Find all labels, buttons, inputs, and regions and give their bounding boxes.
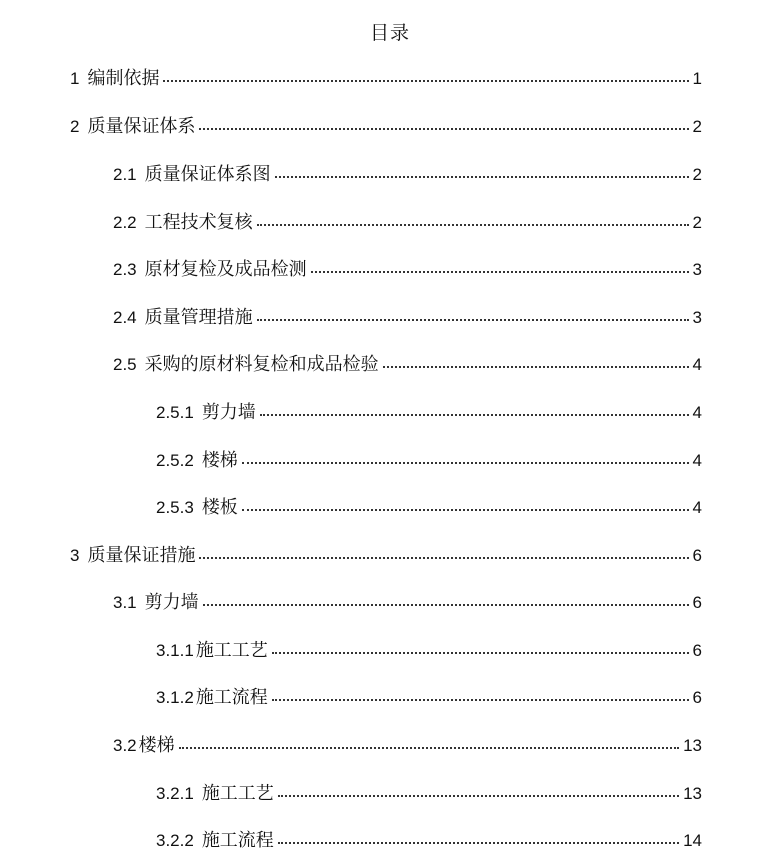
toc-entry-page: 4 bbox=[692, 355, 702, 374]
toc-entry-number: 2.4 bbox=[113, 308, 137, 327]
toc-entry-text: 剪力墙 bbox=[201, 402, 256, 423]
toc-entry-text: 编制依据 bbox=[87, 68, 160, 89]
toc-entry[interactable] bbox=[113, 590, 702, 616]
toc-entry-number: 2.5 bbox=[113, 355, 137, 374]
toc-entry-text: 施工工艺 bbox=[201, 783, 274, 804]
toc-entry-number: 3.2.2 bbox=[156, 831, 194, 850]
toc-leader-dots bbox=[257, 319, 689, 321]
toc-leader-dots bbox=[311, 271, 689, 273]
toc-entry-page: 13 bbox=[683, 784, 702, 803]
toc-leader-dots bbox=[278, 795, 679, 797]
toc-entry-text: 质量保证体系图 bbox=[144, 164, 271, 185]
toc-entry-number: 2.5.2 bbox=[156, 451, 194, 470]
toc-entry[interactable] bbox=[113, 305, 702, 331]
toc-entry[interactable] bbox=[113, 162, 702, 188]
toc-entry-number: 2.2 bbox=[113, 213, 137, 232]
toc-entry-text: 施工流程 bbox=[201, 830, 274, 851]
toc-entry-text: 楼梯 bbox=[201, 450, 238, 471]
toc-entry[interactable] bbox=[156, 448, 702, 474]
toc-leader-dots bbox=[242, 462, 689, 464]
toc-entry-page: 4 bbox=[692, 498, 702, 517]
toc-entry-number: 2.1 bbox=[113, 165, 137, 184]
toc-leader-dots bbox=[278, 842, 679, 844]
toc-entry-page: 2 bbox=[692, 213, 702, 232]
toc-entry[interactable] bbox=[113, 733, 702, 759]
toc-entry-page: 3 bbox=[692, 260, 702, 279]
toc-entry[interactable] bbox=[156, 828, 702, 854]
toc-entry-text: 质量保证体系 bbox=[87, 116, 196, 137]
toc-entry-number: 3.2.1 bbox=[156, 784, 194, 803]
toc-entry-text: 剪力墙 bbox=[144, 592, 199, 613]
toc-entry-page: 3 bbox=[692, 308, 702, 327]
toc-entry-text: 工程技术复核 bbox=[144, 212, 253, 233]
toc-entry-number: 3.1 bbox=[113, 593, 137, 612]
toc-entry-text: 质量保证措施 bbox=[87, 545, 196, 566]
toc-entry-text: 楼板 bbox=[201, 497, 238, 518]
toc-leader-dots bbox=[275, 176, 689, 178]
toc-entry[interactable] bbox=[113, 210, 702, 236]
toc-entry-text: 质量管理措施 bbox=[144, 307, 253, 328]
toc-entry-number: 1 bbox=[70, 69, 80, 88]
toc-entry-page: 14 bbox=[683, 831, 702, 850]
toc-entry-page: 4 bbox=[692, 403, 702, 422]
toc-entry-page: 4 bbox=[692, 451, 702, 470]
toc-entry-number: 2.5.3 bbox=[156, 498, 194, 517]
toc-leader-dots bbox=[163, 80, 688, 82]
toc-entry-page: 2 bbox=[692, 165, 702, 184]
toc-entry[interactable] bbox=[113, 257, 702, 283]
toc-entry[interactable] bbox=[156, 685, 702, 711]
toc-leader-dots bbox=[257, 224, 689, 226]
toc-entry-number: 2.5.1 bbox=[156, 403, 194, 422]
toc-entry-number: 2 bbox=[70, 117, 80, 136]
toc-entry-text: 原材复检及成品检测 bbox=[144, 259, 307, 280]
toc-leader-dots bbox=[272, 652, 689, 654]
toc-leader-dots bbox=[199, 557, 688, 559]
toc-entry-page: 6 bbox=[692, 688, 702, 707]
toc-entry[interactable] bbox=[113, 352, 702, 378]
toc-entry-number: 2.3 bbox=[113, 260, 137, 279]
toc-leader-dots bbox=[199, 128, 688, 130]
toc-entry-page: 2 bbox=[692, 117, 702, 136]
toc-entry[interactable] bbox=[156, 638, 702, 664]
toc-entry-page: 6 bbox=[692, 546, 702, 565]
toc-entry-number: 3.1.1 bbox=[156, 641, 194, 660]
toc-leader-dots bbox=[179, 747, 679, 749]
toc-entry-number: 3.2 bbox=[113, 736, 137, 755]
toc-leader-dots bbox=[242, 509, 689, 511]
toc-title: 目录 bbox=[369, 22, 410, 44]
toc-entry[interactable] bbox=[70, 66, 702, 92]
toc-entry[interactable] bbox=[70, 114, 702, 140]
toc-leader-dots bbox=[203, 604, 689, 606]
toc-entry-text: 采购的原材料复检和成品检验 bbox=[144, 354, 379, 375]
toc-leader-dots bbox=[260, 414, 689, 416]
toc-entry-page: 6 bbox=[692, 641, 702, 660]
toc-entry[interactable] bbox=[156, 781, 702, 807]
toc-entry-page: 1 bbox=[692, 69, 702, 88]
toc-entry-page: 6 bbox=[692, 593, 702, 612]
toc-entry-text: 施工流程 bbox=[195, 687, 268, 708]
toc-entry[interactable] bbox=[70, 543, 702, 569]
toc-entry-text: 施工工艺 bbox=[195, 640, 268, 661]
toc-entry[interactable] bbox=[156, 400, 702, 426]
toc-entry[interactable] bbox=[156, 495, 702, 521]
toc-leader-dots bbox=[383, 366, 689, 368]
toc-entry-number: 3 bbox=[70, 546, 80, 565]
toc-leader-dots bbox=[272, 699, 689, 701]
toc-entry-number: 3.1.2 bbox=[156, 688, 194, 707]
toc-entry-page: 13 bbox=[683, 736, 702, 755]
toc-entry-text: 楼梯 bbox=[138, 735, 175, 756]
